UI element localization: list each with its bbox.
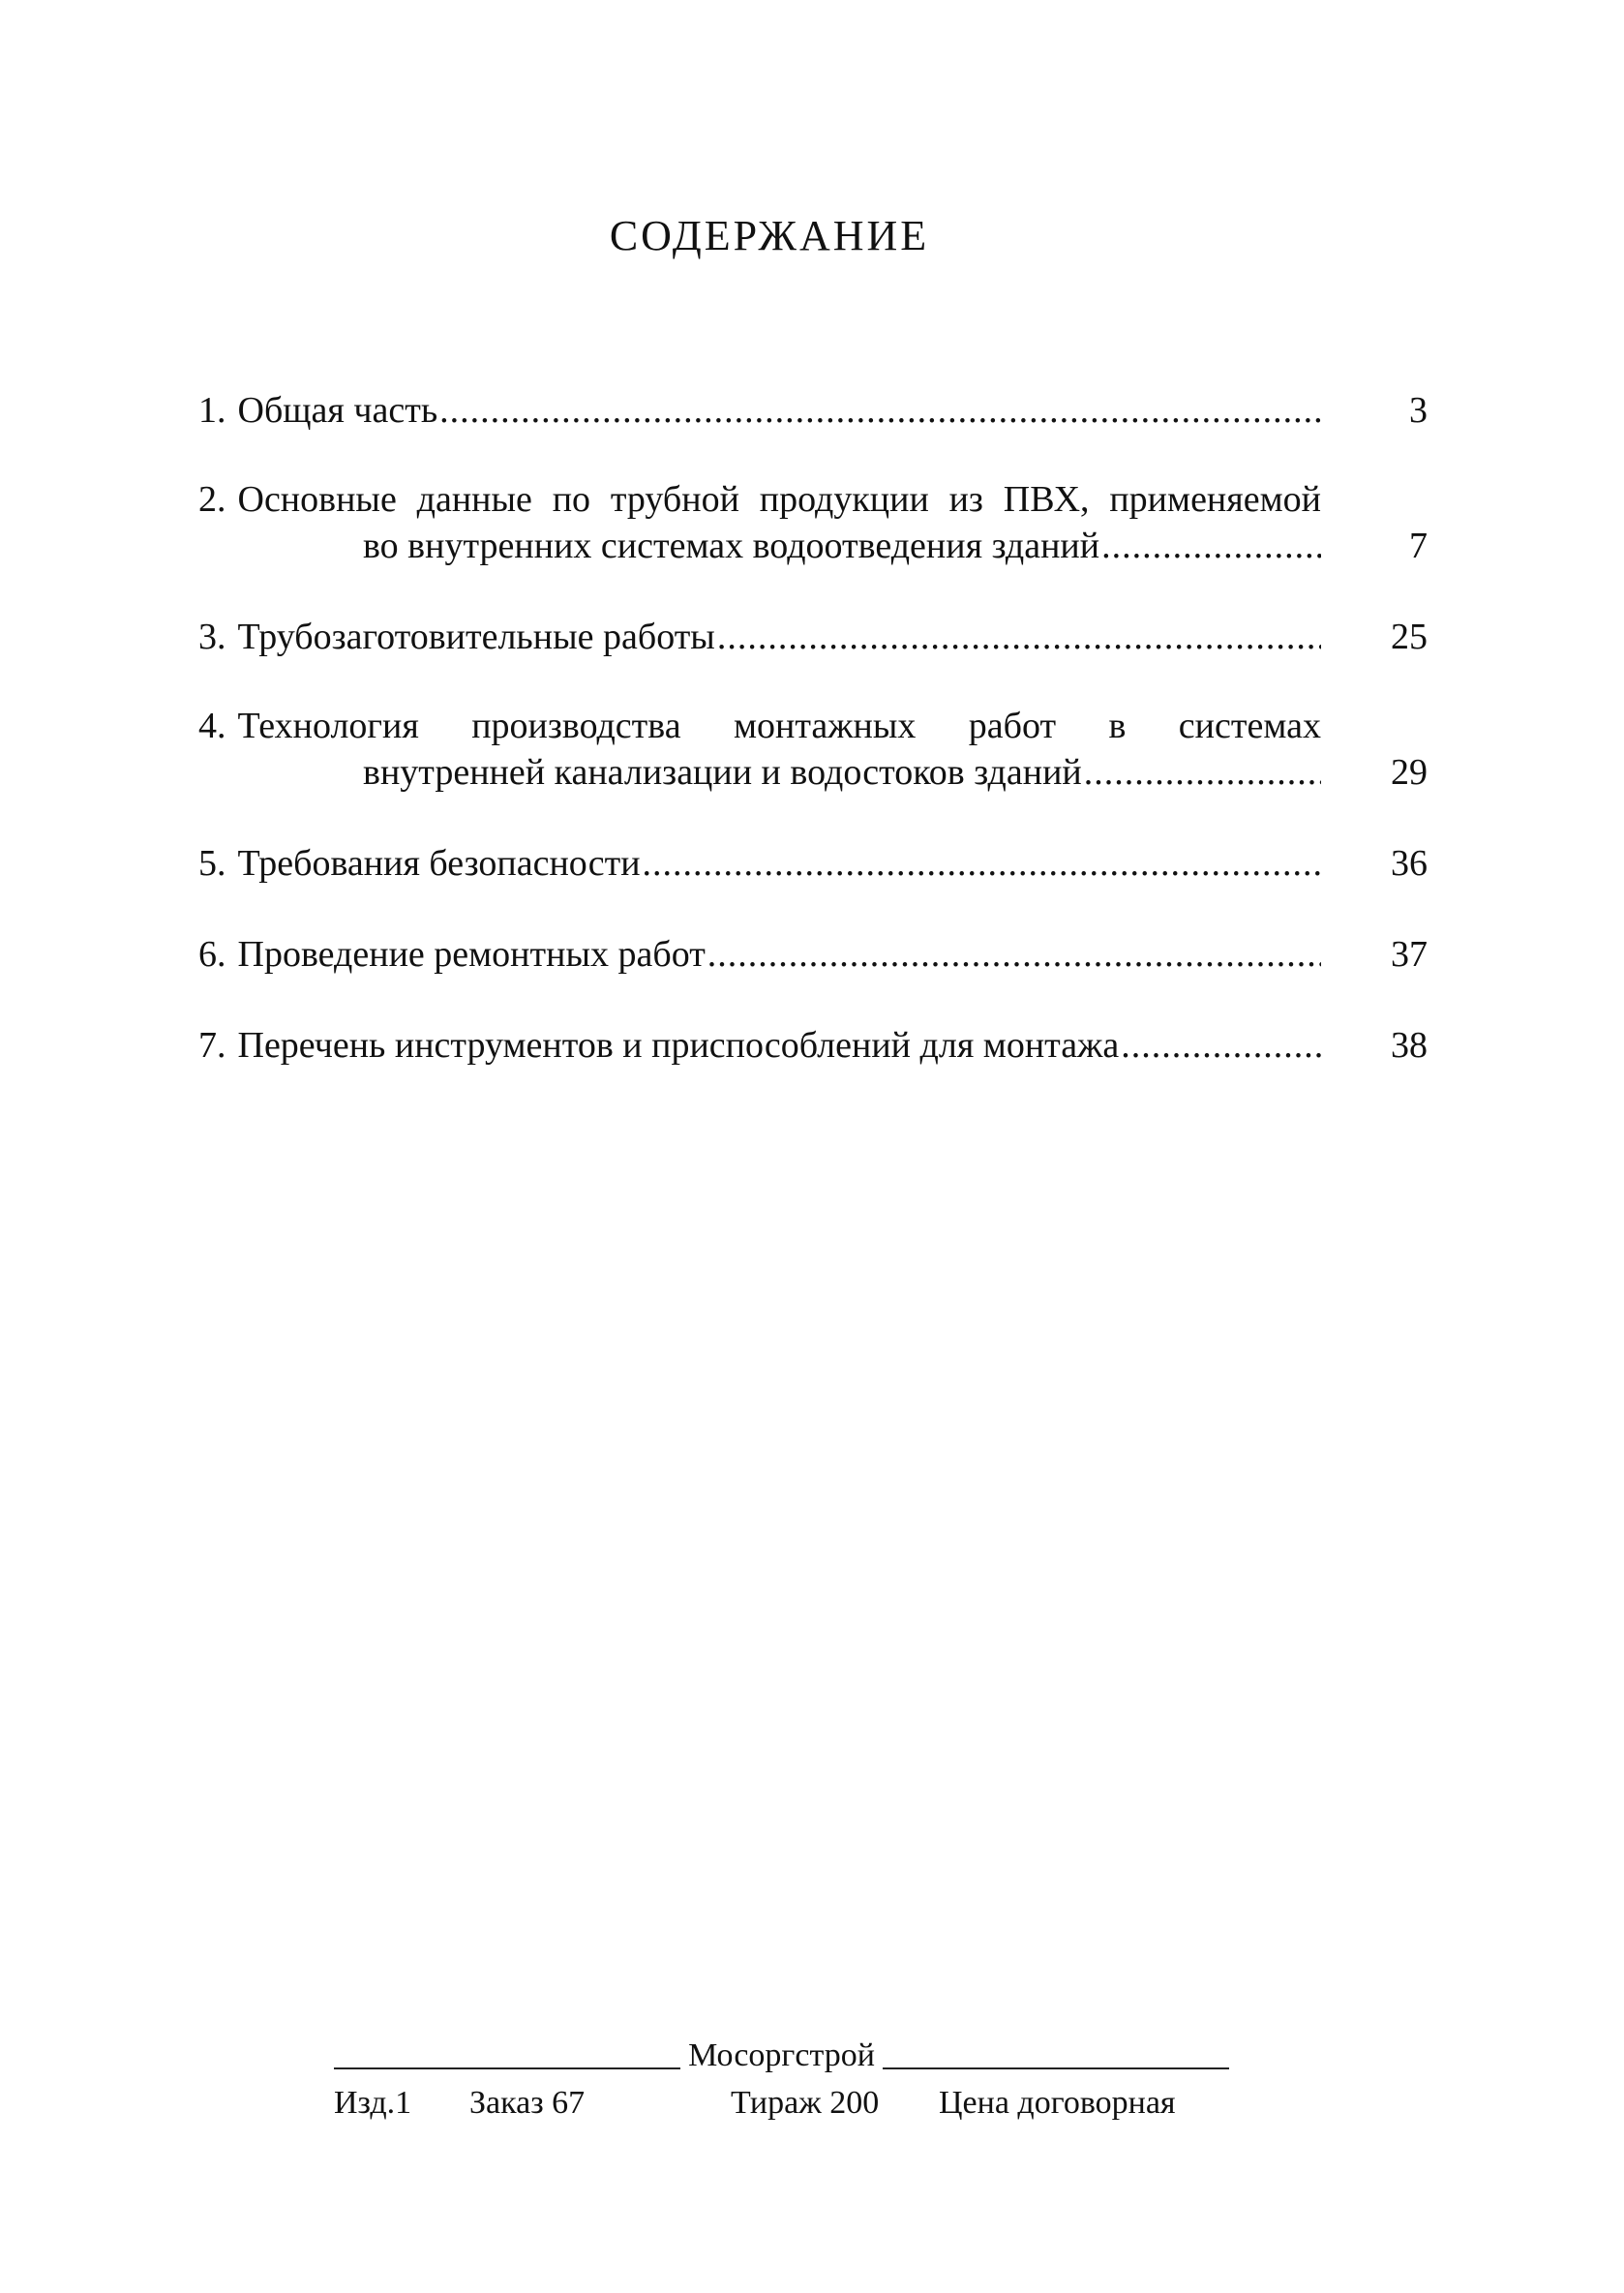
dot-leader <box>643 840 1321 887</box>
toc-entry-number: 2. <box>198 479 226 520</box>
dot-leader <box>1084 749 1321 796</box>
toc-entry-continuation <box>198 749 1428 796</box>
toc-entry-4 <box>198 703 1428 796</box>
toc-page-number: 7 <box>1409 526 1428 566</box>
toc-entry-number: 6. <box>198 934 226 975</box>
price-note: Цена договорная <box>939 2085 1176 2121</box>
page-title: СОДЕРЖАНИЕ <box>609 212 930 259</box>
order-number: Заказ 67 <box>469 2085 586 2121</box>
toc-entry-2 <box>198 476 1428 569</box>
toc-entry-5 <box>198 840 1428 887</box>
dot-leader <box>1101 523 1321 569</box>
imprint-block <box>334 2031 1229 2124</box>
toc-entry-line <box>198 387 1428 434</box>
toc-entry-line <box>198 476 1428 523</box>
toc-page-number: 38 <box>1391 1025 1428 1066</box>
toc-entry-line <box>198 703 1428 749</box>
imprint-rule-left <box>334 2067 680 2069</box>
toc-page-number: 25 <box>1391 617 1428 657</box>
toc-entry-line <box>198 931 1428 978</box>
toc-entry-number: 7. <box>198 1025 226 1066</box>
dot-leader <box>717 614 1321 660</box>
toc-entry-line <box>198 614 1428 660</box>
toc-entry-line <box>198 1022 1428 1069</box>
imprint-details <box>334 2083 1229 2124</box>
toc-page-number: 36 <box>1391 843 1428 884</box>
publisher-name: Мосоргстрой <box>688 2037 875 2073</box>
toc-entry-title-continued: внутренней канализации и водостоков зданий <box>363 752 1082 793</box>
toc-entry-title: Технология производства монтажных работ в системах <box>237 706 1321 746</box>
toc-page-number: 29 <box>1391 752 1428 793</box>
toc-entry-number: 5. <box>198 843 226 884</box>
edition-number: Изд.1 <box>334 2085 412 2121</box>
toc-entry-continuation <box>198 523 1428 569</box>
toc-entry-3 <box>198 614 1428 660</box>
toc-entry-title: Общая часть <box>237 390 438 431</box>
dot-leader <box>707 931 1321 978</box>
dot-leader <box>1121 1022 1321 1069</box>
toc-entry-title: Основные данные по трубной продукции из ПВХ, применяемой <box>237 479 1321 520</box>
toc-entry-line <box>198 840 1428 887</box>
toc-entry-1 <box>198 387 1428 434</box>
toc-entry-number: 1. <box>198 390 226 431</box>
toc-entry-7 <box>198 1022 1428 1069</box>
toc-entry-number: 3. <box>198 617 226 657</box>
print-run: Тираж 200 <box>731 2085 880 2121</box>
toc-entry-title: Требования безопасности <box>237 843 641 884</box>
toc-page-number: 37 <box>1391 934 1428 975</box>
dot-leader <box>439 387 1321 434</box>
toc-entry-title-continued: во внутренних системах водоотведения зданий <box>363 526 1100 566</box>
imprint-rule-right <box>883 2067 1229 2069</box>
toc-page-number: 3 <box>1409 390 1428 431</box>
toc-entry-title: Проведение ремонтных работ <box>237 934 706 975</box>
publisher-row <box>334 2031 1229 2075</box>
toc-entry-6 <box>198 931 1428 978</box>
toc-entry-title: Трубозаготовительные работы <box>237 617 715 657</box>
toc-entry-number: 4. <box>198 706 226 746</box>
toc-entry-title: Перечень инструментов и приспособлений для монтажа <box>237 1025 1120 1066</box>
